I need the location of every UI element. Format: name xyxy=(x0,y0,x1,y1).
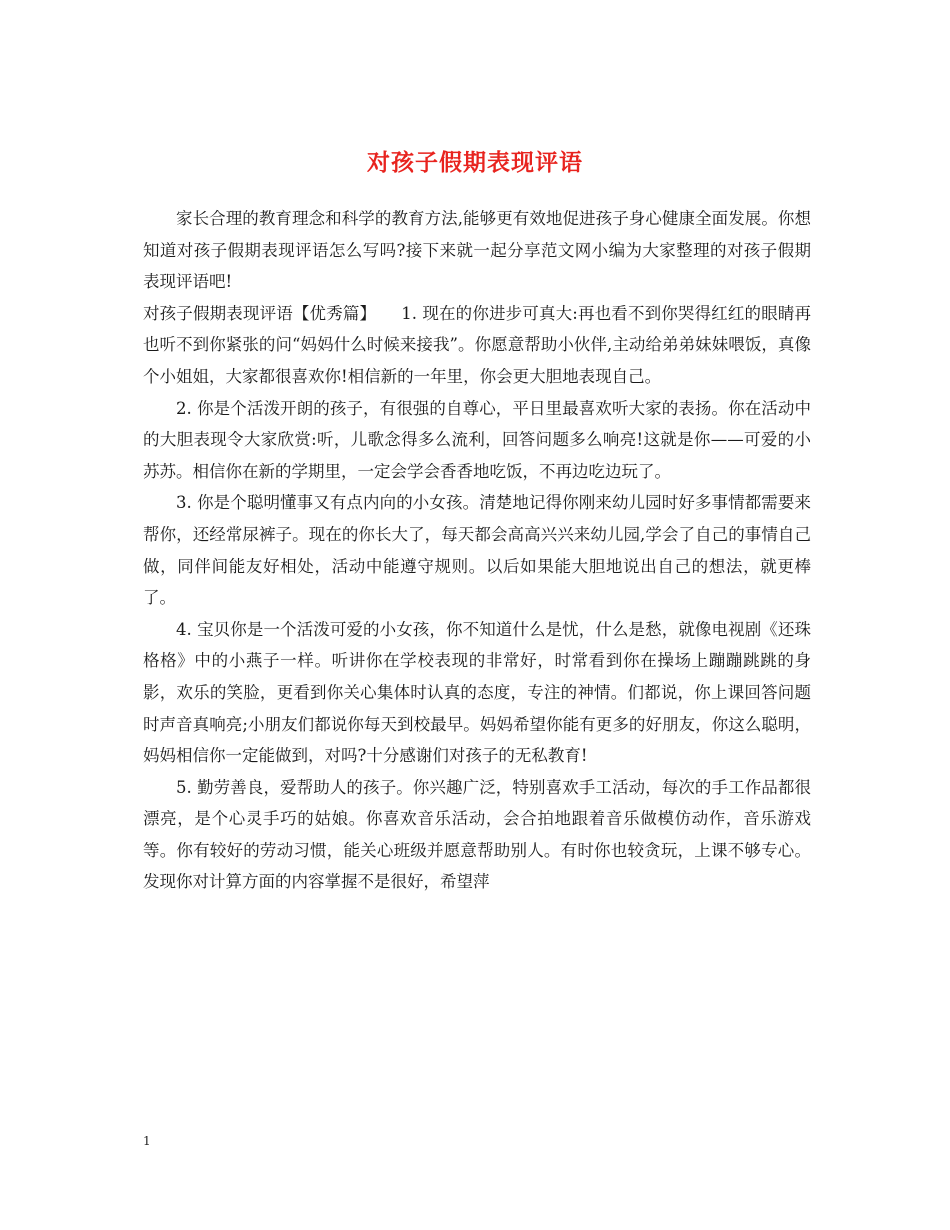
comment-paragraph-4: 4. 宝贝你是一个活泼可爱的小女孩，你不知道什么是忧，什么是愁，就像电视剧《还珠格格》中的小燕子一样。听讲你在学校表现的非常好，时常看到你在操场上蹦蹦跳跳的身影，欢乐的笑脸，更看到你关心集体时认真的态度，专注的神情。们都说，你上课回答问题时声音真响亮;小朋友们都说你每天到校最早。妈妈希望你能有更多的好朋友，你这么聪明，妈妈相信你一定能做到，对吗?十分感谢们对孩子的无私教育! xyxy=(143,619,811,766)
intro-paragraph: 家长合理的教育理念和科学的教育方法,能够更有效地促进孩子身心健康全面发展。你想知道对孩子假期表现评语怎么写吗?接下来就一起分享范文网小编为大家整理的对孩子假期表现评语吧! xyxy=(143,209,811,292)
comment-paragraph-2: 2. 你是个活泼开朗的孩子，有很强的自尊心，平日里最喜欢听大家的表扬。你在活动中的大胆表现令大家欣赏:听，儿歌念得多么流利，回答问题多么响亮!这就是你——可爱的小苏苏。相信你在新的学期里，一定会学会香香地吃饭，不再边吃边玩了。 xyxy=(143,398,811,481)
page-number: 1 xyxy=(143,1134,151,1148)
comment-paragraph-5: 5. 勤劳善良，爱帮助人的孩子。你兴趣广泛，特别喜欢手工活动，每次的手工作品都很漂亮，是个心灵手巧的姑娘。你喜欢音乐活动，会合拍地跟着音乐做模仿动作，音乐游戏等。你有较好的劳动习惯，能关心班级并愿意帮助别人。有时你也较贪玩，上课不够专心。发现你对计算方面的内容掌握不是很好，希望萍 xyxy=(143,777,811,892)
document-body xyxy=(143,203,811,898)
section-heading-paragraph: 对孩子假期表现评语【优秀篇】 1. 现在的你进步可真大:再也看不到你哭得红红的眼睛再也听不到你紧张的问“妈妈什么时候来接我”。你愿意帮助小伙伴,主动给弟弟妹妹喂饭，真像个小姐姐，大家都很喜欢你!相信新的一年里，你会更大胆地表现自己。 xyxy=(143,303,811,386)
document-title: 对孩子假期表现评语 xyxy=(367,149,583,177)
comment-paragraph-3: 3. 你是个聪明懂事又有点内向的小女孩。清楚地记得你刚来幼儿园时好多事情都需要来帮你，还经常尿裤子。现在的你长大了，每天都会高高兴兴来幼儿园,学会了自己的事情自己做，同伴间能友好相处，活动中能遵守规则。以后如果能大胆地说出自己的想法，就更棒了。 xyxy=(143,493,811,608)
